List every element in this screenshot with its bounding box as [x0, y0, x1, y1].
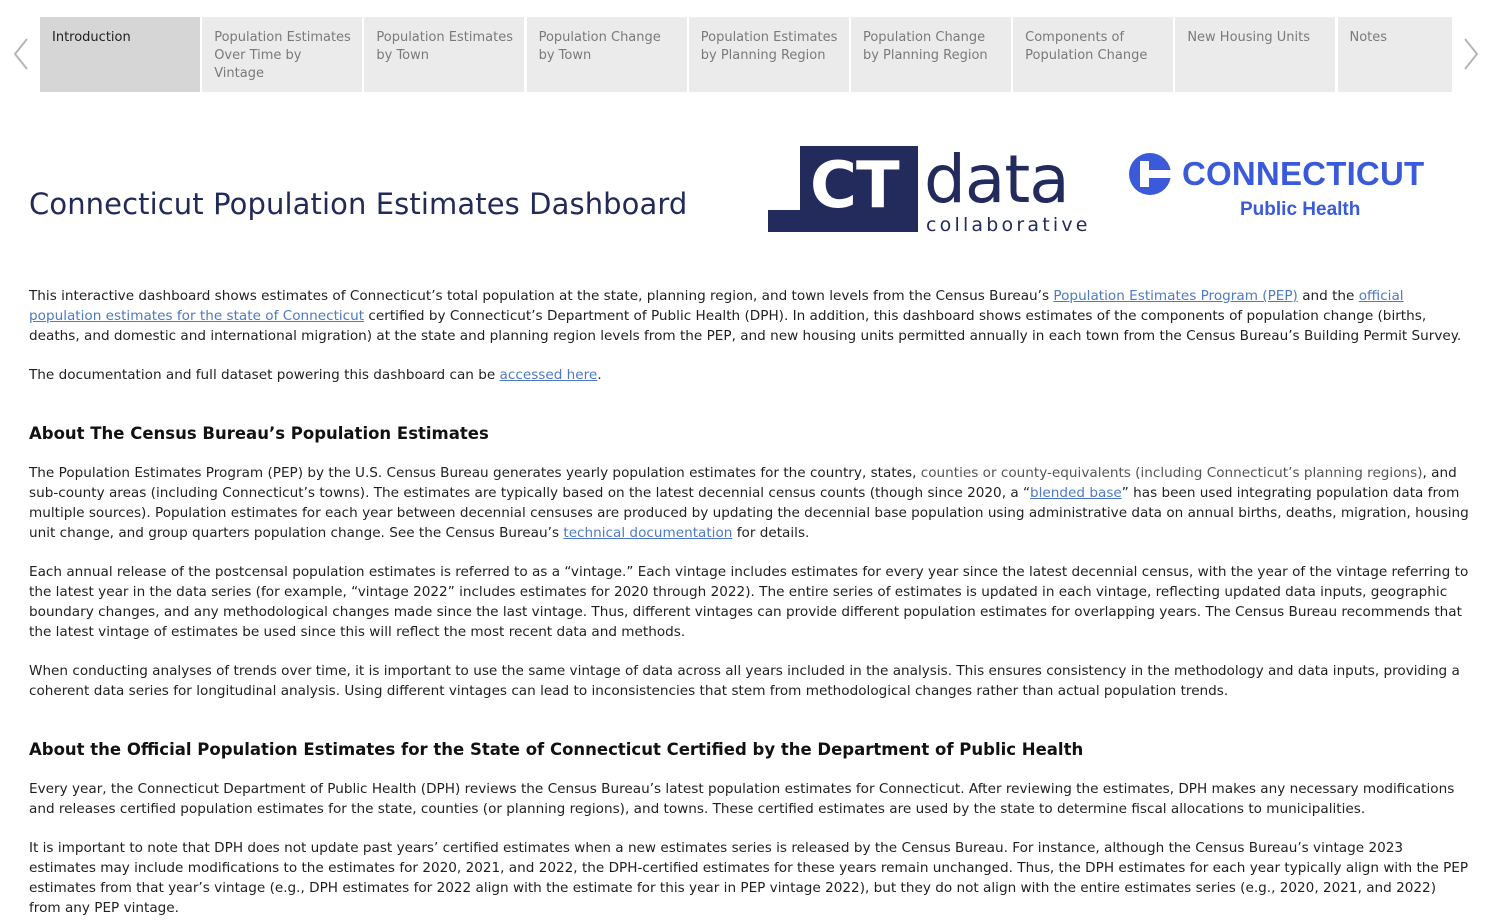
- intro-p1-text-a: This interactive dashboard shows estimates of Connecticut’s total population at the state, planning region, and town levels from the Census Bureau’s: [29, 288, 1054, 304]
- intro-p2-text-a: The documentation and full dataset powering this dashboard can be: [29, 367, 500, 383]
- census-paragraph-1: [29, 463, 1469, 543]
- tab-population-change-by-town[interactable]: Population Change by Town: [527, 17, 687, 92]
- ct-public-health-logo: [1128, 150, 1438, 230]
- dph-logo-sub: Public Health: [1240, 199, 1361, 220]
- census-p1-text-c: ” has been used integrating population data from multiple sources). Population estimates for each year between decennial censuses are produced by updating the decennial base population using administrative data on annual births, deaths, migration, housing unit change, and group quarters population change. See the Census Bureau’s: [29, 485, 1469, 541]
- census-section-heading: About The Census Bureau’s Population Estimates: [29, 424, 489, 443]
- ct-logo-collaborative-text: collaborative: [926, 214, 1091, 236]
- intro-paragraph-2: [29, 365, 1469, 385]
- intro-paragraph-1: [29, 286, 1469, 346]
- census-p1-text-b: , and sub-county areas (including Connecticut’s towns). The estimates are typically based on the latest decennial census counts (though since 2020, a “: [29, 465, 1457, 501]
- official-estimates-link[interactable]: official population estimates for the state of Connecticut: [29, 288, 1404, 324]
- tab-bar: [0, 0, 1500, 100]
- tabs-next-button[interactable]: [1456, 30, 1486, 78]
- page-title: Connecticut Population Estimates Dashboard: [29, 187, 688, 222]
- census-p1-text-a: The Population Estimates Program (PEP) by the U.S. Census Bureau generates yearly population estimates for the country, states,: [29, 465, 921, 481]
- official-paragraph-2: It is important to note that DPH does not update past years’ certified estimates when a new estimates series is released by the Census Bureau. For instance, although the Census Bureau’s vintage 2023 estimates may include modifications to the estimates for 2020, 2021, and 2022, the DPH-certified estimates for these years remain unchanged. Thus, the DPH estimates for each year typically align with the PEP estimates from that year’s vintage (e.g., DPH estimates for 2022 align with the estimate for this year in PEP vintage 2022), but they do not align with the entire estimates series (e.g., 2020, 2021, and 2022) from any PEP vintage.: [29, 840, 1469, 916]
- intro-p2-text-b: .: [597, 367, 602, 383]
- tab-population-change-by-planning-region[interactable]: Population Change by Planning Region: [851, 17, 1011, 92]
- tab-components-of-population-change[interactable]: Components of Population Change: [1013, 17, 1173, 92]
- tab-introduction[interactable]: Introduction: [40, 17, 200, 92]
- tab-new-housing-units[interactable]: New Housing Units: [1175, 17, 1335, 92]
- census-p1-counties-text: counties or county-equivalents (including Connecticut’s planning regions): [920, 465, 1423, 481]
- accessed-here-link[interactable]: accessed here: [499, 367, 598, 383]
- ct-logo-text: CT: [810, 149, 899, 223]
- tab-population-estimates-by-planning-region[interactable]: Population Estimates by Planning Region: [689, 17, 849, 92]
- technical-documentation-link[interactable]: technical documentation: [563, 525, 733, 541]
- tab-population-estimates-by-town[interactable]: Population Estimates by Town: [364, 17, 524, 92]
- census-paragraph-3: When conducting analyses of trends over time, it is important to use the same vintage of data across all years included in the analysis. This ensures consistency in the methodology and data inputs, providing a coherent data series for longitudinal analysis. Using different vintages can lead to inconsistencies that stem from methodological changes rather than actual population trends.: [29, 663, 1460, 699]
- intro-content: [29, 286, 1469, 918]
- tab-population-estimates-over-time-by-vintage[interactable]: Population Estimates Over Time by Vintage: [202, 17, 362, 92]
- pep-link[interactable]: Population Estimates Program (PEP): [1053, 288, 1298, 304]
- official-section-heading: About the Official Population Estimates for the State of Connecticut Certified by the Department of Public Health: [29, 740, 1084, 759]
- blended-base-link[interactable]: blended base: [1030, 485, 1122, 501]
- intro-p1-text-c: certified by Connecticut’s Department of Public Health (DPH). In addition, this dashboard shows estimates of the components of population change (births, deaths, and domestic and international migration) at the state and planning region levels from the PEP, and new housing units permitted annually in each town from the Census Bureau’s Building Permit Survey.: [29, 308, 1462, 344]
- ct-public-health-mark-icon: [1128, 152, 1172, 196]
- tab-notes[interactable]: Notes: [1338, 17, 1452, 92]
- ct-logo-data-text: data: [924, 141, 1069, 218]
- census-paragraph-2: Each annual release of the postcensal population estimates is referred to as a “vintage.” Each vintage includes estimates for every year since the latest decennial census, with the year of the vintage referring to the latest year in the data series (for example, “vintage 2022” includes estimates for 2020 through 2022). The entire series of estimates is updated in each vintage, reflecting updated data inputs, geographic boundary changes, and any methodological changes made since the last vintage. Thus, different vintages can provide different population estimates for overlapping years. The Census Bureau recommends that the latest vintage of estimates be used since this will reflect the most recent data and methods.: [29, 564, 1469, 640]
- ct-data-collaborative-logo: [768, 141, 1091, 236]
- dashboard-tabs: [40, 17, 1452, 92]
- dph-logo-name: CONNECTICUT: [1182, 155, 1425, 192]
- census-p1-text-d: for details.: [732, 525, 810, 541]
- chevron-left-icon: [12, 37, 30, 71]
- official-paragraph-1: Every year, the Connecticut Department of Public Health (DPH) reviews the Census Bureau’s latest population estimates for Connecticut. After reviewing the estimates, DPH makes any necessary modifications and releases certified population estimates for the state, counties (or planning regions), and towns. These certified estimates are used by the state to determine fiscal allocations to municipalities.: [29, 781, 1455, 817]
- tabs-prev-button[interactable]: [6, 30, 36, 78]
- chevron-right-icon: [1462, 37, 1480, 71]
- intro-p1-text-b: and the: [1297, 288, 1359, 304]
- ct-logo-notch: [768, 146, 800, 210]
